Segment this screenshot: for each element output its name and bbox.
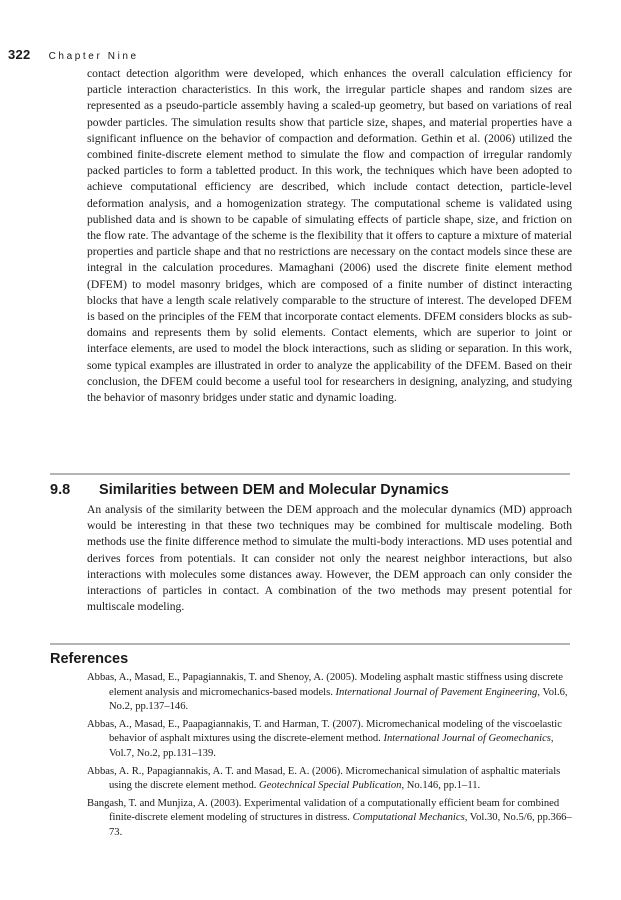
section-divider [50,473,570,475]
reference-venue: Geotechnical Special Publication [259,780,402,792]
body-paragraph: contact detection algorithm were developed, which enhances the overall calculation efficiency for particle interaction characteristics. In this work, the irregular particle shapes and random sizes are represented as a pseudo-particle assembly having a scaled-up geometry, but based on variations of real powder particles. The simulation results show that particle size, shapes, and material properties have a significant influence on the behavior of compaction and deformation. Gethin et al. (2006) utilized the combined finite-discrete element method to simulate the flow and compaction of irregular randomly packed particles to form a tabletted product. In this work, the techniques which have been adopted to achieve computational efficiency are described, which include contact detection, particle-level deformation analysis, and a homogenization strategy. The computational scheme is validated using published data and is shown to be capable of simulating effects of particle shape, size, and friction on the flow rate. The advantage of the scheme is the flexibility that it offers to capture a mixture of material properties and particle shape and that no restrictions are necessary on the contact models since these are integral in the calculation procedures. Mamaghani (2006) used the discrete finite element method (DFEM) to model masonry bridges, which are composed of a finite number of distinct interacting blocks that have a length scale relatively comparable to the structure of interest. The developed DFEM is based on the principles of the FEM that incorporate contact elements. DFEM considers blocks as sub-domains and represents them by solid elements. Contact elements, which are superior to joint or interface elements, are used to model the block interactions, such as sliding or separation. In this work, some typical examples are illustrated in order to analyze the applicability of the DFEM. Based on their conclusion, the DFEM could become a useful tool for researchers in designing, analyzing, and studying the behavior of masonry bridges under static and dynamic loading. [87,67,572,405]
section-title: Similarities between DEM and Molecular Dynamics [99,482,449,498]
references-divider [50,643,570,645]
reference-item [87,718,572,762]
reference-item [87,765,572,794]
references-list [87,671,572,844]
section-paragraph: An analysis of the similarity between the DEM approach and the molecular dynamics (MD) approach would be interesting in that these two techniques may be combined for multiscale modeling. Both methods use the finite difference method to simulate the multi-body interactions. MD uses potential and derives forces from potentials. It can consider not only the nearest neighbor interactions, but also interactions with molecules some distances away. However, the DEM approach can only consider the interactions of particles in contact. A combination of the two methods may present potential for multiscale modeling. [87,503,572,614]
reference-venue: Computational Mechanics [352,812,465,824]
reference-tail: , Vol.30, No.5/6, pp.366–73. [109,812,572,838]
section-heading [50,482,449,498]
reference-tail: , Vol.7, No.2, pp.131–139. [109,733,554,759]
reference-text: Bangash, T. and Munjiza, A. (2003). Experimental validation of a computationally efficient beam for combined finite-discrete element modeling of structures in distress. [87,797,560,824]
reference-tail: , Vol.6, No.2, pp.137–146. [109,686,568,713]
section-number: 9.8 [50,482,71,498]
reference-text: Abbas, A., Masad, E., Paapagiannakis, T. and Harman, T. (2007). Micromechanical modeling of the viscoelastic behavior of asphalt mixtures using the discrete-element method. [87,718,562,745]
reference-item [87,797,572,841]
reference-venue: International Journal of Geomechanics [383,733,551,745]
chapter-label: Chapter Nine [48,51,139,62]
reference-venue: International Journal of Pavement Engineering [335,686,538,698]
reference-item [87,671,572,715]
references-heading: References [50,651,129,667]
reference-tail: , No.146, pp.1–11. [401,780,481,792]
reference-text: Abbas, A. R., Papagiannakis, A. T. and Masad, E. A. (2006). Micromechanical simulation of asphaltic materials using the discrete element method. [87,765,561,792]
reference-text: Abbas, A., Masad, E., Papagiannakis, T. and Shenoy, A. (2005). Modeling asphalt mastic stiffness using discrete element analysis and micromechanics-based models. [87,672,563,698]
running-head [8,46,139,64]
page-number: 322 [8,47,31,62]
